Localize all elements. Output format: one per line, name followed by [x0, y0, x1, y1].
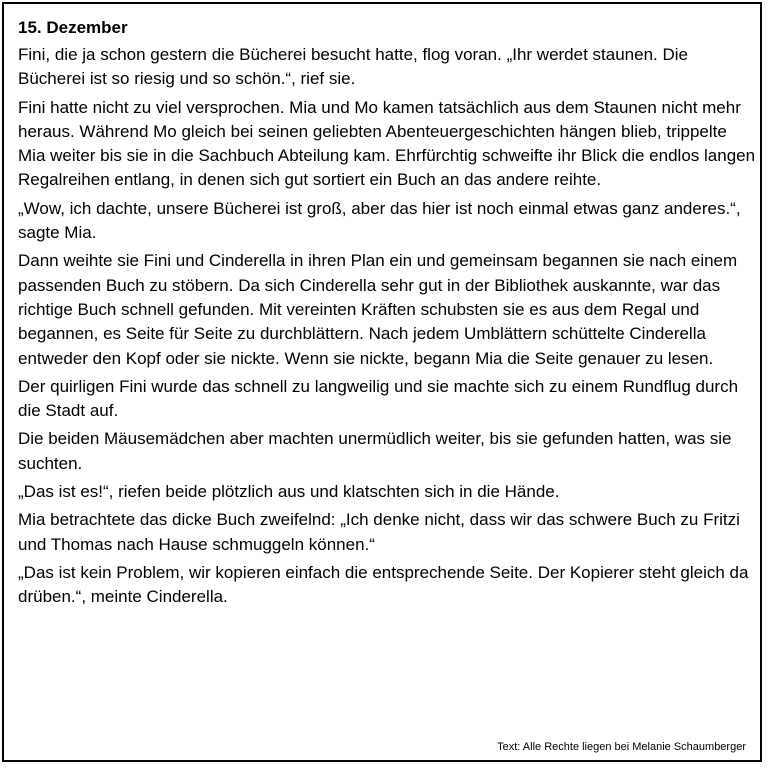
paragraph-8: Mia betrachtete das dicke Buch zweifelnd: „Ich denke nicht, dass wir das schwere Buch zu Fritzi und Thomas nach Hause schmuggeln können.“: [18, 510, 740, 554]
paragraph-3: „Wow, ich dachte, unsere Bücherei ist groß, aber das hier ist noch einmal etwas ganz anderes.“, sagte Mia.: [18, 198, 741, 243]
page-title: 15. Dezember: [18, 18, 128, 37]
copyright-footer: Text: Alle Rechte liegen bei Melanie Schaumberger: [497, 741, 746, 753]
paragraph-7: „Das ist es!“, riefen beide plötzlich aus und klatschten sich in die Hände.: [18, 482, 560, 502]
paragraph-2: Fini hatte nicht zu viel versprochen. Mia und Mo kamen tatsächlich aus dem Staunen nicht mehr heraus. Während Mo gleich bei seinen geliebten Abenteuergeschichten hängen blieb, trippelte Mia weiter bis sie in die Sachbuch Abteilung kam. Ehrfürchtig schweifte ihr Blick die endlos langen Regalreihen entlang, in denen sich gut sortiert ein Buch an das andere reihte.: [18, 97, 756, 190]
paragraph-4: Dann weihte sie Fini und Cinderella in ihren Plan ein und gemeinsam begannen sie nach einem passenden Buch zu stöbern. Da sich Cinderella sehr gut in der Bibliothek auskannte, war das richtige Buch schnell gefunden. Mit vereinten Kräften schubsten sie es aus dem Regal und begannen, es Seite für Seite zu durchblättern. Nach jedem Umblättern schüttelte Cinderella entweder den Kopf oder sie nickte. Wenn sie nickte, begann Mia die Seite genauer zu lesen.: [18, 251, 738, 368]
paragraph-9: „Das ist kein Problem, wir kopieren einfach die entsprechende Seite. Der Kopierer steht gleich da drüben.“, meinte Cinderella.: [18, 562, 749, 607]
page-frame: [2, 2, 762, 762]
story-body: [18, 16, 758, 614]
paragraph-5: Der quirligen Fini wurde das schnell zu langweilig und sie machte sich zu einem Rundflug durch die Stadt auf.: [18, 376, 739, 421]
paragraph-1: Fini, die ja schon gestern die Bücherei besucht hatte, flog voran. „Ihr werdet staunen. Die Bücherei ist so riesig und so schön.“, rief sie.: [18, 45, 688, 89]
paragraph-6: Die beiden Mäusemädchen aber machten unermüdlich weiter, bis sie gefunden hatten, was sie suchten.: [18, 429, 732, 473]
